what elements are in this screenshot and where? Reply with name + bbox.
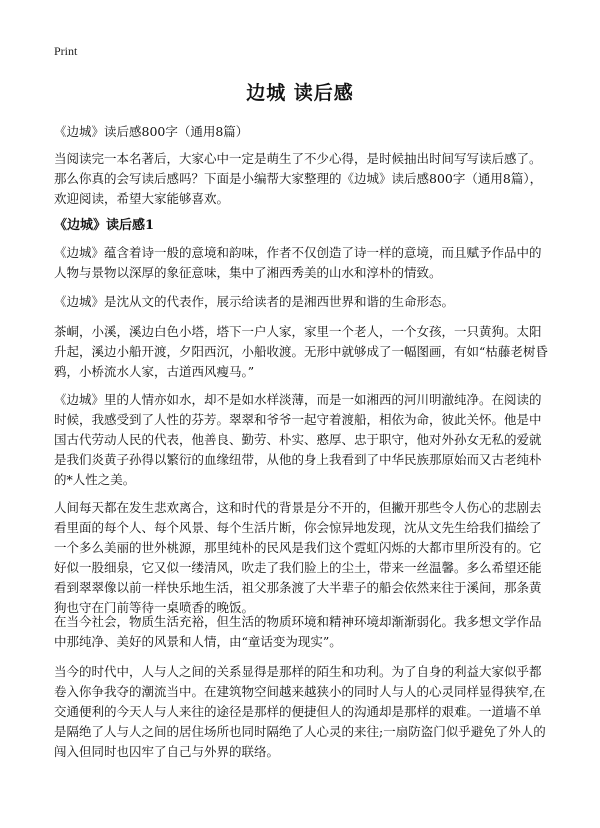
document-title: 边城 读后感 bbox=[246, 82, 354, 104]
paragraph: 茶峒，小溪，溪边白色小塔，塔下一户人家，家里一个老人，一个女孩，一只黄狗。太阳升起，溪边小船开渡，夕阳西沉，小船收渡。无形中就够成了一幅图画，有如“枯藤老树昏鸦，小桥流水人家，古道西风瘦马。” bbox=[54, 324, 548, 379]
paragraph: 《边城》是沈从文的代表作，展示给读者的是湘西世界和谐的生命形态。 bbox=[54, 294, 455, 309]
paragraph: 人间每天都在发生悲欢离合，这和时代的背景是分不开的，但撇开那些令人伤心的悲剧去看里面的每个人、每个风景、每个生活片断，你会惊异地发现，沈从文先生给我们描绘了一个多么美丽的世外桃源，那里纯朴的民风是我们这个霓虹闪烁的大都市里所没有的。它好似一股细泉，它又似一缕清风，吹走了我们脸上的尘土，带来一丝温馨。多么希望还能看到翠翠像以前一样快乐地生活，祖父那条渡了大半辈子的船会依然来往于溪间，那条黄狗也守在门前等待一桌喷香的晚饭。 bbox=[54, 500, 542, 615]
intro-paragraph: 当阅读完一本名著后，大家心中一定是萌生了不少心得，是时候抽出时间写写读后感了。那么你真的会写读后感吗？下面是小编帮大家整理的《边城》读后感800字（通用8篇），欢迎阅读，希望大家能够喜欢。 bbox=[54, 151, 543, 206]
paragraph: 当今的时代中，人与人之间的关系显得是那样的陌生和功利。为了自身的利益大家似乎都卷入你争我夺的潮流当中。在建筑物空间越来越狭小的同时人与人的心灵同样显得狭窄,在交通便利的今天人与人来往的途径是那样的便捷但人的沟通却是那样的艰难。一道墙不单是隔绝了人与人之间的居住场所也同时隔绝了人心灵的来往;一扇防盗门似乎避免了外人的闯入但同时也囚牢了自己与外界的联络。 bbox=[54, 664, 546, 759]
document-subtitle: 《边城》读后感800字（通用8篇） bbox=[54, 124, 249, 139]
paragraph: 《边城》蕴含着诗一般的意境和韵味，作者不仅创造了诗一样的意境，而且赋予作品中的人物与景物以深厚的象征意味，集中了湘西秀美的山水和淳朴的情致。 bbox=[54, 245, 542, 280]
paragraph: 在当今社会，物质生活充裕，但生活的物质环境和精神环境却渐渐弱化。我多想文学作品中那纯净、美好的风景和人情，由“童话变为现实”。 bbox=[54, 614, 542, 649]
paragraph: 《边城》里的人情亦如水，却不是如水样淡薄，而是一如湘西的河川明澈纯净。在阅读的时候，我感受到了人性的芬芳。翠翠和爷爷一起守着渡船，相依为命，彼此关怀。他是中国古代劳动人民的代表，他善良、勤劳、朴实、憨厚、忠于职守，他对外孙女无私的爱就是我们炎黄子孙得以繁衍的血缘纽带，从他的身上我看到了中华民族那原始而又古老纯朴的*人性之美。 bbox=[54, 392, 542, 487]
section-heading: 《边城》读后感1 bbox=[54, 218, 155, 233]
print-label: Print bbox=[54, 44, 78, 58]
